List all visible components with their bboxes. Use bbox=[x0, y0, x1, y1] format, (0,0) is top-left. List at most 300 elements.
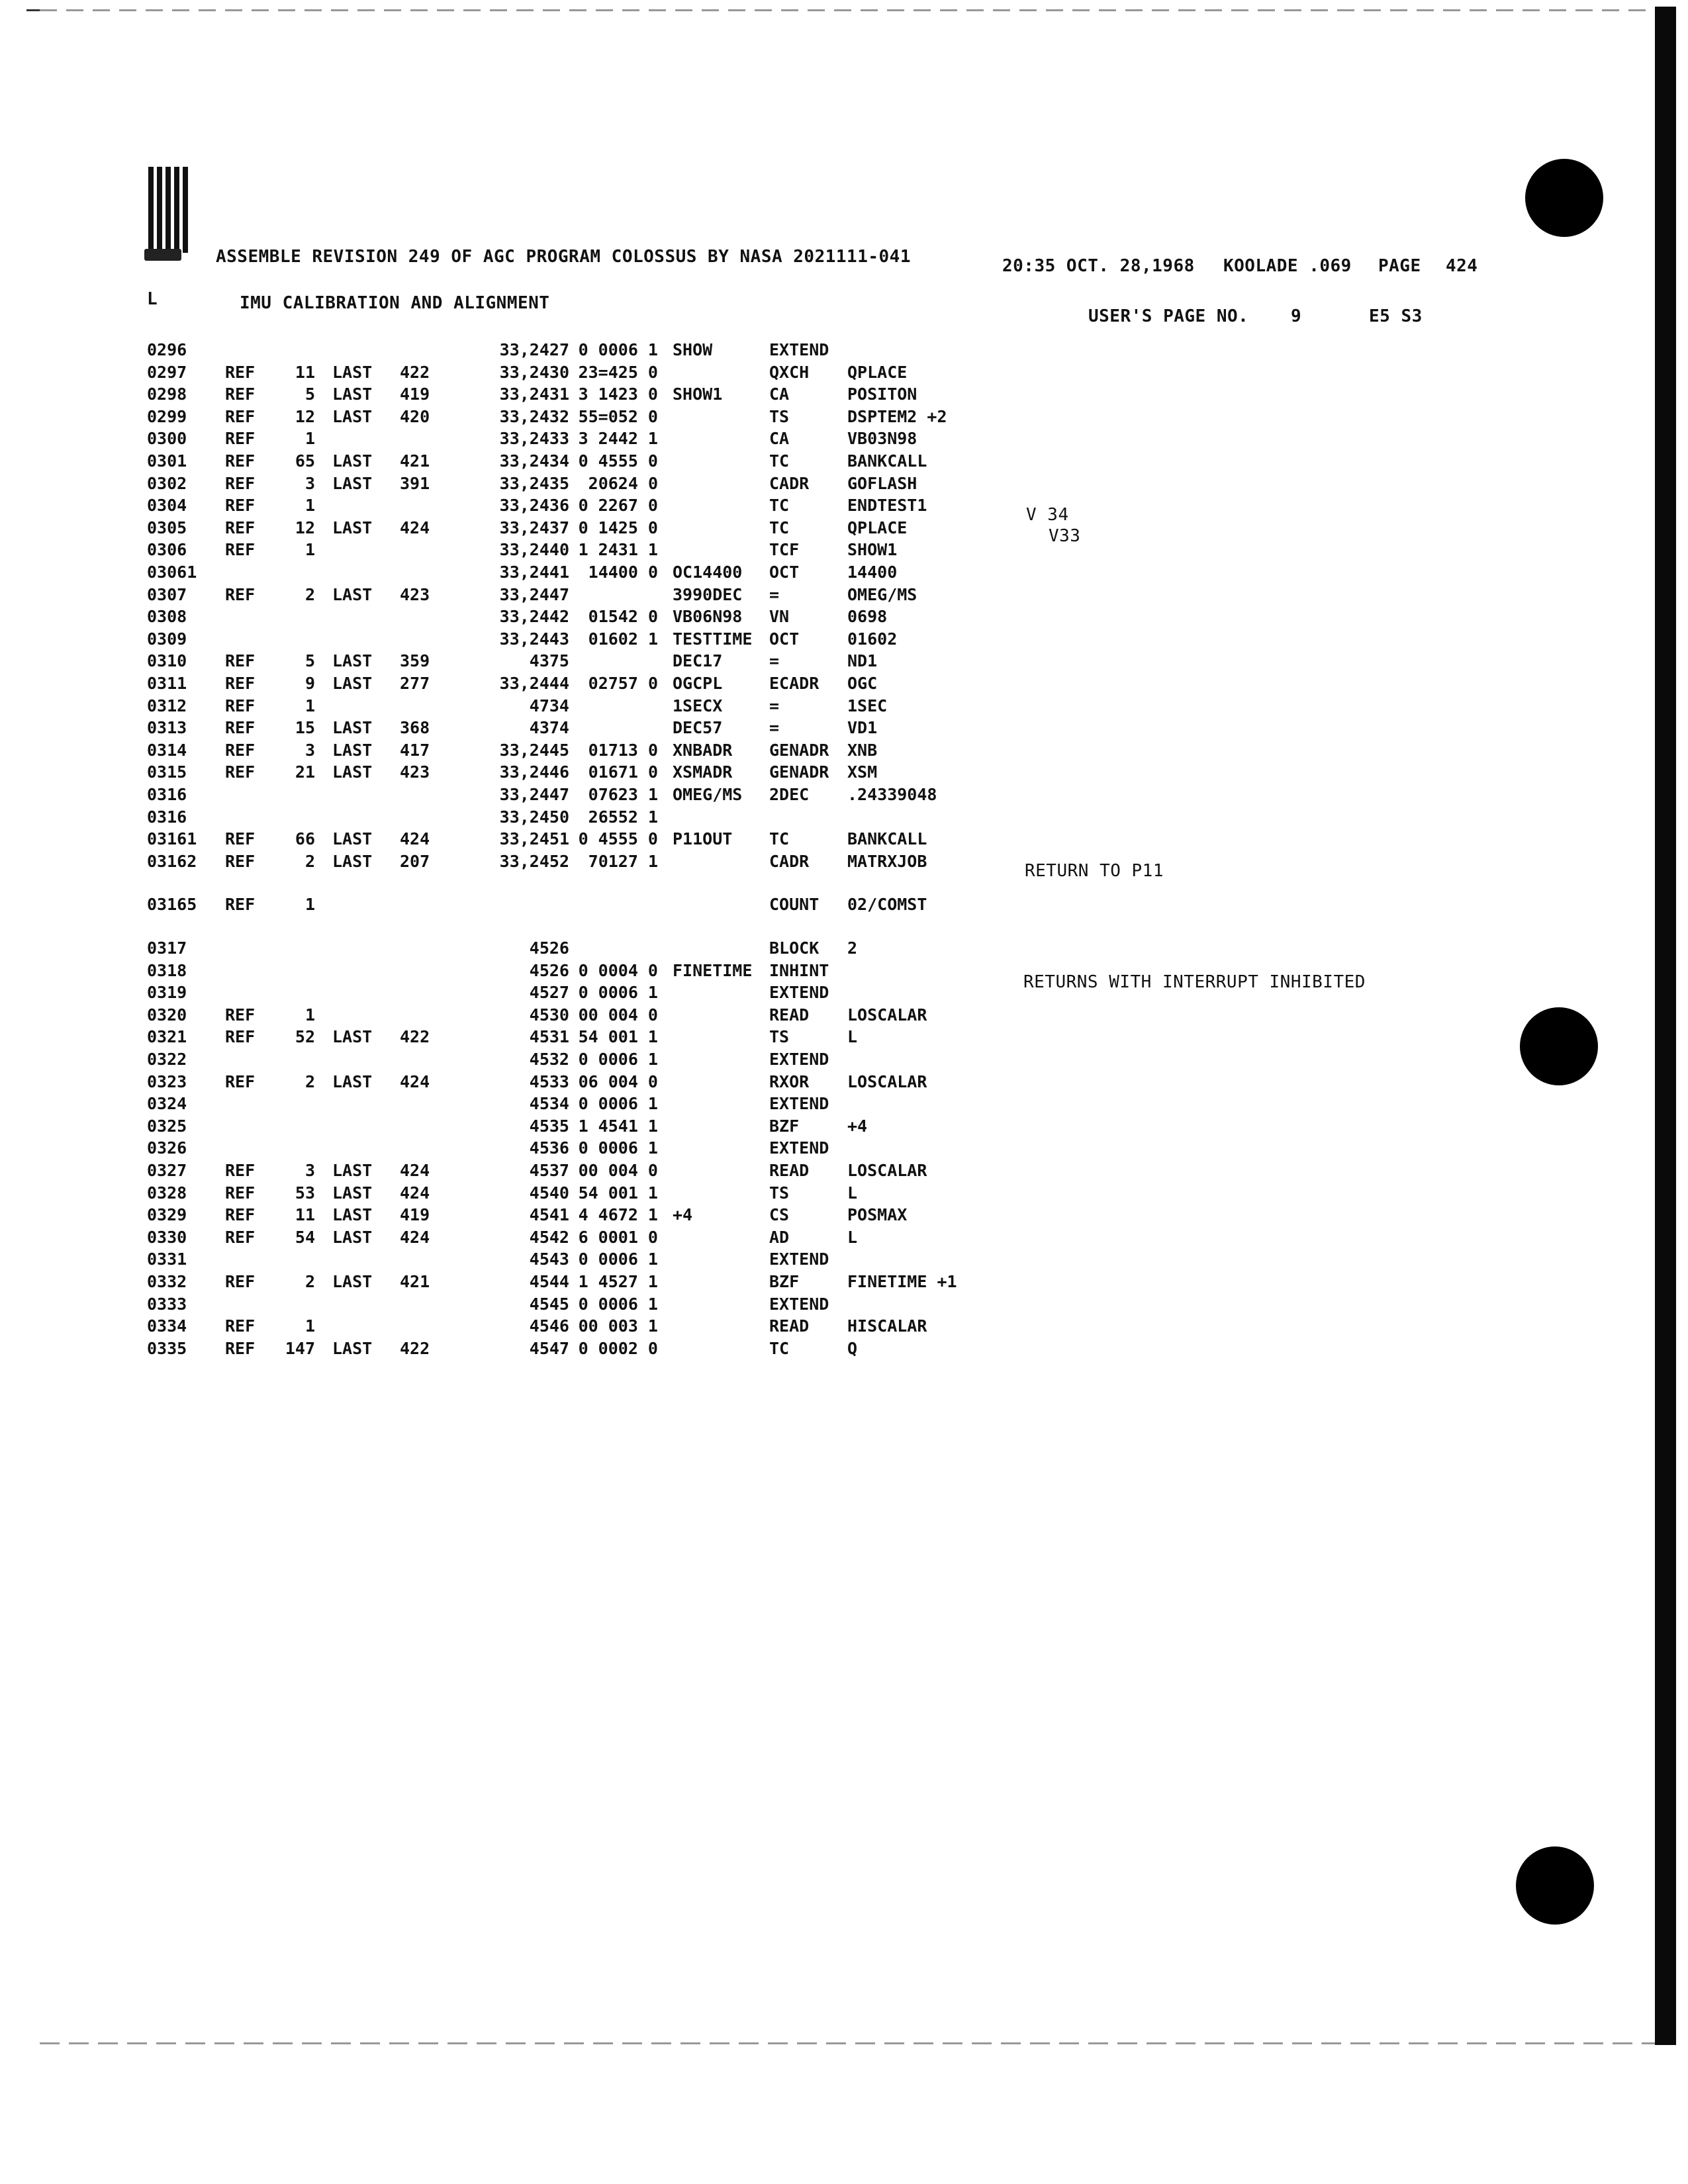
listing-cell-last: LAST bbox=[332, 473, 373, 493]
listing-cell-word: 02757 0 bbox=[588, 674, 658, 693]
listing-cell-op: EXTEND bbox=[769, 983, 829, 1003]
listing-cell-lastnum: 422 bbox=[400, 362, 430, 382]
listing-cell-addr: 33,2441 bbox=[499, 563, 569, 582]
listing-row bbox=[0, 494, 1456, 517]
listing-cell-ref: REF bbox=[225, 1071, 256, 1091]
listing-cell-addr: 4527 bbox=[529, 983, 569, 1003]
listing-cell-arg: SHOW1 bbox=[847, 540, 898, 560]
listing-cell-word: 14400 0 bbox=[588, 563, 658, 582]
listing-row bbox=[0, 606, 1456, 628]
listing-cell-addr: 4541 bbox=[529, 1205, 569, 1225]
listing-cell-line: 0297 bbox=[147, 362, 187, 382]
listing-cell-addr: 4537 bbox=[529, 1161, 569, 1180]
listing-row bbox=[0, 1226, 1456, 1249]
listing-timestamp: 20:35 OCT. 28,1968 bbox=[1002, 256, 1195, 276]
listing-cell-arg: L bbox=[847, 1027, 858, 1047]
listing-cell-line: 0321 bbox=[147, 1027, 187, 1047]
listing-cell-line: 0311 bbox=[147, 674, 187, 693]
listing-cell-arg: XNB bbox=[847, 740, 878, 760]
listing-cell-word: 01602 1 bbox=[588, 629, 658, 649]
listing-cell-addr: 4532 bbox=[529, 1050, 569, 1069]
listing-cell-op: EXTEND bbox=[769, 340, 829, 359]
listing-cell-refnum: 15 bbox=[295, 718, 315, 738]
listing-cell-lastnum: 277 bbox=[400, 674, 430, 693]
margin-note-interrupt-inhibited: RETURNS WITH INTERRUPT INHIBITED bbox=[1023, 972, 1366, 992]
listing-cell-ref: REF bbox=[225, 473, 256, 493]
listing-cell-refnum: 1 bbox=[305, 696, 315, 715]
listing-cell-lastnum: 419 bbox=[400, 385, 430, 404]
listing-cell-line: 0316 bbox=[147, 807, 187, 827]
listing-cell-label: OMEG/MS bbox=[673, 785, 743, 804]
listing-cell-addr: 33,2447 bbox=[499, 785, 569, 804]
listing-cell-label: XNBADR bbox=[673, 740, 733, 760]
listing-cell-arg: OGC bbox=[847, 674, 878, 693]
listing-cell-lastnum: 419 bbox=[400, 1205, 430, 1225]
listing-cell-refnum: 54 bbox=[295, 1227, 315, 1247]
listing-cell-word: 26552 1 bbox=[588, 807, 658, 827]
listing-row bbox=[0, 428, 1456, 450]
listing-cell-word: 0 0006 1 bbox=[578, 983, 658, 1003]
listing-row bbox=[0, 383, 1456, 406]
listing-cell-arg: XSM bbox=[847, 762, 878, 782]
listing-cell-arg: POSMAX bbox=[847, 1205, 908, 1225]
listing-cell-line: 0335 bbox=[147, 1338, 187, 1358]
listing-cell-label: DEC17 bbox=[673, 651, 723, 671]
listing-cell-ref: REF bbox=[225, 496, 256, 516]
listing-cell-addr: 33,2435 bbox=[499, 473, 569, 493]
listing-cell-last: LAST bbox=[332, 1071, 373, 1091]
listing-cell-refnum: 3 bbox=[305, 1161, 315, 1180]
listing-cell-line: 0299 bbox=[147, 406, 187, 426]
punch-hole-icon bbox=[1525, 159, 1603, 237]
listing-row bbox=[0, 1071, 1456, 1093]
listing-cell-line: 03061 bbox=[147, 563, 197, 582]
listing-cell-addr: 4536 bbox=[529, 1138, 569, 1158]
listing-cell-word: 6 0001 0 bbox=[578, 1227, 658, 1247]
listing-cell-word: 06 004 0 bbox=[578, 1071, 658, 1091]
listing-cell-addr: 33,2450 bbox=[499, 807, 569, 827]
listing-cell-last: LAST bbox=[332, 674, 373, 693]
listing-cell-last: LAST bbox=[332, 829, 373, 849]
listing-cell-word: 23=425 0 bbox=[578, 362, 658, 382]
listing-row bbox=[0, 695, 1456, 717]
listing-cell-op: TS bbox=[769, 1027, 790, 1047]
listing-cell-addr: 33,2433 bbox=[499, 429, 569, 449]
listing-cell-arg: LOSCALAR bbox=[847, 1005, 927, 1024]
listing-row bbox=[0, 406, 1456, 428]
listing-cell-word: 01671 0 bbox=[588, 762, 658, 782]
listing-cell-arg: 02/COMST bbox=[847, 895, 927, 915]
listing-cell-op: TS bbox=[769, 1183, 790, 1203]
listing-cell-op: COUNT bbox=[769, 895, 820, 915]
listing-cell-ref: REF bbox=[225, 696, 256, 715]
listing-row bbox=[0, 893, 1456, 916]
listing-cell-line: 0318 bbox=[147, 960, 187, 980]
listing-cell-last: LAST bbox=[332, 1338, 373, 1358]
listing-row bbox=[0, 784, 1456, 806]
listing-cell-addr: 4540 bbox=[529, 1183, 569, 1203]
listing-cell-lastnum: 424 bbox=[400, 1183, 430, 1203]
listing-cell-lastnum: 423 bbox=[400, 762, 430, 782]
listing-cell-last: LAST bbox=[332, 718, 373, 738]
listing-cell-addr: 33,2443 bbox=[499, 629, 569, 649]
listing-row bbox=[0, 450, 1456, 473]
listing-cell-refnum: 3 bbox=[305, 740, 315, 760]
listing-cell-refnum: 1 bbox=[305, 496, 315, 516]
listing-cell-op: = bbox=[769, 718, 780, 738]
listing-cell-arg: DSPTEM2 +2 bbox=[847, 406, 947, 426]
listing-cell-word: 00 004 0 bbox=[578, 1005, 658, 1024]
listing-cell-lastnum: 424 bbox=[400, 1227, 430, 1247]
listing-cell-ref: REF bbox=[225, 718, 256, 738]
listing-cell-word: 07623 1 bbox=[588, 785, 658, 804]
listing-cell-line: 0326 bbox=[147, 1138, 187, 1158]
listing-cell-refnum: 11 bbox=[295, 1205, 315, 1225]
listing-cell-ref: REF bbox=[225, 362, 256, 382]
listing-row bbox=[0, 1137, 1456, 1160]
listing-cell-addr: 4544 bbox=[529, 1272, 569, 1291]
listing-cell-word: 01713 0 bbox=[588, 740, 658, 760]
listing-cell-word: 0 4555 0 bbox=[578, 829, 658, 849]
listing-cell-arg: QPLACE bbox=[847, 362, 908, 382]
listing-cell-op: VN bbox=[769, 607, 790, 627]
listing-cell-word: 01542 0 bbox=[588, 607, 658, 627]
listing-cell-arg: OMEG/MS bbox=[847, 584, 917, 604]
listing-cell-addr: 4533 bbox=[529, 1071, 569, 1091]
listing-cell-word: 00 003 1 bbox=[578, 1316, 658, 1336]
listing-cell-addr: 33,2427 bbox=[499, 340, 569, 359]
listing-row bbox=[0, 1004, 1456, 1026]
listing-cell-line: 03162 bbox=[147, 851, 197, 871]
listing-cell-op: TC bbox=[769, 1338, 790, 1358]
listing-cell-refnum: 66 bbox=[295, 829, 315, 849]
listing-cell-lastnum: 421 bbox=[400, 451, 430, 471]
listing-cell-op: CS bbox=[769, 1205, 790, 1225]
listing-cell-op: RXOR bbox=[769, 1071, 810, 1091]
listing-cell-refnum: 1 bbox=[305, 1316, 315, 1336]
listing-cell-addr: 33,2442 bbox=[499, 607, 569, 627]
listing-cell-op: EXTEND bbox=[769, 1094, 829, 1114]
listing-cell-refnum: 2 bbox=[305, 851, 315, 871]
listing-cell-line: 0305 bbox=[147, 518, 187, 537]
listing-cell-op: CA bbox=[769, 429, 790, 449]
listing-cell-addr: 4535 bbox=[529, 1116, 569, 1136]
listing-cell-line: 0309 bbox=[147, 629, 187, 649]
listing-cell-addr: 33,2432 bbox=[499, 406, 569, 426]
listing-cell-label: SHOW bbox=[673, 340, 713, 359]
listing-cell-op: BZF bbox=[769, 1272, 800, 1291]
listing-cell-last: LAST bbox=[332, 1183, 373, 1203]
listing-cell-line: 0304 bbox=[147, 496, 187, 516]
listing-cell-line: 0312 bbox=[147, 696, 187, 715]
listing-cell-arg: +4 bbox=[847, 1116, 868, 1136]
listing-cell-addr: 4543 bbox=[529, 1250, 569, 1269]
listing-cell-line: 0296 bbox=[147, 340, 187, 359]
listing-cell-word: 4 4672 1 bbox=[578, 1205, 658, 1225]
top-scan-edge bbox=[40, 9, 1655, 11]
listing-cell-addr: 33,2446 bbox=[499, 762, 569, 782]
listing-cell-addr: 33,2437 bbox=[499, 518, 569, 537]
listing-title: ASSEMBLE REVISION 249 OF AGC PROGRAM COLOSSUS BY NASA 2021111-041 bbox=[216, 247, 911, 267]
listing-cell-addr: 33,2434 bbox=[499, 451, 569, 471]
margin-note-return-p11: RETURN TO P11 bbox=[1025, 861, 1164, 881]
listing-cell-word: 1 4541 1 bbox=[578, 1116, 658, 1136]
listing-cell-ref: REF bbox=[225, 740, 256, 760]
listing-cell-op: TC bbox=[769, 518, 790, 537]
listing-cell-lastnum: 424 bbox=[400, 1161, 430, 1180]
section-letter: L bbox=[147, 289, 158, 309]
listing-row bbox=[0, 517, 1456, 539]
listing-cell-refnum: 1 bbox=[305, 429, 315, 449]
listing-cell-word: 54 001 1 bbox=[578, 1183, 658, 1203]
listing-cell-refnum: 65 bbox=[295, 451, 315, 471]
listing-cell-last: LAST bbox=[332, 518, 373, 537]
listing-cell-arg: POSITON bbox=[847, 385, 917, 404]
listing-cell-ref: REF bbox=[225, 518, 256, 537]
top-left-scan-mark bbox=[26, 9, 40, 11]
listing-row bbox=[0, 628, 1456, 651]
listing-row bbox=[0, 1093, 1456, 1115]
listing-cell-word: 3 2442 1 bbox=[578, 429, 658, 449]
listing-cell-line: 0301 bbox=[147, 451, 187, 471]
listing-cell-last: LAST bbox=[332, 451, 373, 471]
listing-cell-lastnum: 424 bbox=[400, 1071, 430, 1091]
listing-cell-line: 0330 bbox=[147, 1227, 187, 1247]
listing-cell-refnum: 12 bbox=[295, 518, 315, 537]
listing-cell-label: VB06N98 bbox=[673, 607, 743, 627]
listing-cell-refnum: 2 bbox=[305, 584, 315, 604]
section-title: IMU CALIBRATION AND ALIGNMENT bbox=[240, 293, 550, 313]
listing-cell-ref: REF bbox=[225, 385, 256, 404]
listing-cell-ref: REF bbox=[225, 829, 256, 849]
listing-cell-ref: REF bbox=[225, 1227, 256, 1247]
listing-cell-line: 0308 bbox=[147, 607, 187, 627]
listing-row bbox=[0, 672, 1456, 695]
printer-bars-icon bbox=[148, 167, 191, 253]
listing-cell-op: INHINT bbox=[769, 960, 829, 980]
listing-cell-word: 54 001 1 bbox=[578, 1027, 658, 1047]
listing-row bbox=[0, 1048, 1456, 1071]
listing-cell-op: 2DEC bbox=[769, 785, 810, 804]
listing-cell-lastnum: 423 bbox=[400, 584, 430, 604]
listing-cell-last: LAST bbox=[332, 1272, 373, 1291]
listing-row bbox=[0, 473, 1456, 495]
bank-code: E5 S3 bbox=[1369, 306, 1423, 326]
listing-cell-label: FINETIME bbox=[673, 960, 753, 980]
listing-cell-last: LAST bbox=[332, 1027, 373, 1047]
listing-cell-ref: REF bbox=[225, 674, 256, 693]
listing-cell-word: 3 1423 0 bbox=[578, 385, 658, 404]
listing-cell-refnum: 9 bbox=[305, 674, 315, 693]
listing-cell-op: CADR bbox=[769, 473, 810, 493]
listing-cell-ref: REF bbox=[225, 540, 256, 560]
listing-cell-line: 0325 bbox=[147, 1116, 187, 1136]
listing-cell-arg: BANKCALL bbox=[847, 451, 927, 471]
listing-cell-lastnum: 420 bbox=[400, 406, 430, 426]
listing-cell-line: 0327 bbox=[147, 1161, 187, 1180]
listing-cell-lastnum: 421 bbox=[400, 1272, 430, 1291]
listing-cell-arg: MATRXJOB bbox=[847, 851, 927, 871]
listing-cell-last: LAST bbox=[332, 1205, 373, 1225]
listing-cell-arg: .24339048 bbox=[847, 785, 937, 804]
listing-cell-line: 0322 bbox=[147, 1050, 187, 1069]
listing-cell-last: LAST bbox=[332, 851, 373, 871]
listing-cell-op: AD bbox=[769, 1227, 790, 1247]
listing-cell-op: READ bbox=[769, 1316, 810, 1336]
listing-cell-addr: 4526 bbox=[529, 960, 569, 980]
listing-cell-line: 0316 bbox=[147, 785, 187, 804]
listing-row bbox=[0, 561, 1456, 584]
listing-row bbox=[0, 1248, 1456, 1271]
listing-cell-ref: REF bbox=[225, 1272, 256, 1291]
listing-cell-arg: 2 bbox=[847, 938, 858, 958]
listing-cell-op: CADR bbox=[769, 851, 810, 871]
listing-cell-refnum: 2 bbox=[305, 1272, 315, 1291]
bottom-scan-edge bbox=[40, 2042, 1655, 2044]
listing-cell-arg: 01602 bbox=[847, 629, 898, 649]
listing-cell-addr: 33,2444 bbox=[499, 674, 569, 693]
listing-cell-op: READ bbox=[769, 1005, 810, 1024]
listing-cell-op: QXCH bbox=[769, 362, 810, 382]
listing-cell-lastnum: 359 bbox=[400, 651, 430, 671]
listing-cell-label: XSMADR bbox=[673, 762, 733, 782]
listing-cell-word: 0 0002 0 bbox=[578, 1338, 658, 1358]
listing-cell-word: 55=052 0 bbox=[578, 406, 658, 426]
listing-row bbox=[0, 361, 1456, 384]
listing-cell-ref: REF bbox=[225, 429, 256, 449]
listing-cell-addr: 33,2447 bbox=[499, 584, 569, 604]
right-scan-border bbox=[1655, 7, 1676, 2045]
listing-cell-refnum: 3 bbox=[305, 473, 315, 493]
listing-cell-line: 0320 bbox=[147, 1005, 187, 1024]
listing-cell-refnum: 1 bbox=[305, 895, 315, 915]
listing-cell-word: 0 1425 0 bbox=[578, 518, 658, 537]
listing-cell-ref: REF bbox=[225, 651, 256, 671]
listing-cell-refnum: 5 bbox=[305, 385, 315, 404]
listing-cell-line: 0307 bbox=[147, 584, 187, 604]
listing-cell-last: LAST bbox=[332, 1227, 373, 1247]
listing-cell-lastnum: 424 bbox=[400, 829, 430, 849]
listing-cell-op: = bbox=[769, 651, 780, 671]
listing-row bbox=[0, 717, 1456, 739]
listing-cell-line: 0323 bbox=[147, 1071, 187, 1091]
listing-row bbox=[0, 1160, 1456, 1182]
listing-cell-word: 0 0006 1 bbox=[578, 1094, 658, 1114]
listing-cell-addr: 4374 bbox=[529, 718, 569, 738]
listing-cell-label: OGCPL bbox=[673, 674, 723, 693]
listing-cell-op: OCT bbox=[769, 629, 800, 649]
listing-cell-refnum: 2 bbox=[305, 1071, 315, 1091]
listing-cell-arg: FINETIME +1 bbox=[847, 1272, 957, 1291]
listing-cell-op: GENADR bbox=[769, 762, 829, 782]
listing-cell-op: TC bbox=[769, 496, 790, 516]
listing-cell-op: TC bbox=[769, 829, 790, 849]
listing-row bbox=[0, 584, 1456, 606]
listing-cell-lastnum: 422 bbox=[400, 1027, 430, 1047]
page-label: PAGE bbox=[1378, 256, 1421, 276]
listing-cell-ref: REF bbox=[225, 1338, 256, 1358]
punch-hole-icon bbox=[1520, 1007, 1598, 1085]
listing-cell-ref: REF bbox=[225, 1205, 256, 1225]
listing-cell-line: 0314 bbox=[147, 740, 187, 760]
listing-cell-refnum: 5 bbox=[305, 651, 315, 671]
listing-row bbox=[0, 806, 1456, 829]
listing-cell-word: 0 0004 0 bbox=[578, 960, 658, 980]
listing-cell-op: GENADR bbox=[769, 740, 829, 760]
listing-cell-addr: 4534 bbox=[529, 1094, 569, 1114]
listing-cell-lastnum: 422 bbox=[400, 1338, 430, 1358]
listing-cell-label: 3990DEC bbox=[673, 584, 743, 604]
listing-row bbox=[0, 1315, 1456, 1338]
listing-cell-last: LAST bbox=[332, 362, 373, 382]
listing-cell-label: DEC57 bbox=[673, 718, 723, 738]
listing-cell-arg: ENDTEST1 bbox=[847, 496, 927, 516]
listing-cell-refnum: 147 bbox=[285, 1338, 315, 1358]
listing-cell-arg: LOSCALAR bbox=[847, 1071, 927, 1091]
listing-cell-op: EXTEND bbox=[769, 1250, 829, 1269]
listing-cell-op: EXTEND bbox=[769, 1294, 829, 1314]
listing-row bbox=[0, 650, 1456, 672]
listing-cell-label: SHOW1 bbox=[673, 385, 723, 404]
listing-cell-line: 0306 bbox=[147, 540, 187, 560]
listing-cell-addr: 4531 bbox=[529, 1027, 569, 1047]
listing-cell-refnum: 1 bbox=[305, 1005, 315, 1024]
users-page-number: 9 bbox=[1291, 306, 1302, 326]
listing-cell-refnum: 11 bbox=[295, 362, 315, 382]
listing-cell-line: 03161 bbox=[147, 829, 197, 849]
listing-cell-line: 03165 bbox=[147, 895, 197, 915]
listing-cell-arg: VB03N98 bbox=[847, 429, 917, 449]
listing-cell-addr: 33,2436 bbox=[499, 496, 569, 516]
listing-cell-line: 0332 bbox=[147, 1272, 187, 1291]
listing-cell-line: 0317 bbox=[147, 938, 187, 958]
listing-row bbox=[0, 1115, 1456, 1138]
listing-cell-line: 0302 bbox=[147, 473, 187, 493]
listing-cell-ref: REF bbox=[225, 1027, 256, 1047]
listing-cell-last: LAST bbox=[332, 740, 373, 760]
listing-cell-arg: QPLACE bbox=[847, 518, 908, 537]
listing-cell-addr: 4546 bbox=[529, 1316, 569, 1336]
listing-cell-word: 00 004 0 bbox=[578, 1161, 658, 1180]
listing-cell-refnum: 1 bbox=[305, 540, 315, 560]
listing-row bbox=[0, 761, 1456, 784]
listing-cell-op: BZF bbox=[769, 1116, 800, 1136]
listing-cell-arg: BANKCALL bbox=[847, 829, 927, 849]
listing-cell-ref: REF bbox=[225, 451, 256, 471]
listing-row bbox=[0, 1204, 1456, 1226]
listing-cell-addr: 33,2445 bbox=[499, 740, 569, 760]
listing-cell-arg: HISCALAR bbox=[847, 1316, 927, 1336]
margin-note-v34: V 34 bbox=[1026, 505, 1069, 525]
listing-cell-last: LAST bbox=[332, 651, 373, 671]
listing-cell-op: ECADR bbox=[769, 674, 820, 693]
listing-cell-ref: REF bbox=[225, 762, 256, 782]
listing-cell-word: 70127 1 bbox=[588, 851, 658, 871]
listing-cell-lastnum: 207 bbox=[400, 851, 430, 871]
listing-cell-last: LAST bbox=[332, 762, 373, 782]
listing-cell-arg: 0698 bbox=[847, 607, 888, 627]
listing-cell-lastnum: 368 bbox=[400, 718, 430, 738]
listing-cell-arg: 14400 bbox=[847, 563, 898, 582]
listing-cell-ref: REF bbox=[225, 406, 256, 426]
listing-cell-op: = bbox=[769, 584, 780, 604]
listing-cell-op: TS bbox=[769, 406, 790, 426]
listing-cell-line: 0315 bbox=[147, 762, 187, 782]
listing-cell-word: 0 0006 1 bbox=[578, 1294, 658, 1314]
listing-row bbox=[0, 937, 1456, 960]
listing-cell-addr: 33,2430 bbox=[499, 362, 569, 382]
listing-row bbox=[0, 339, 1456, 361]
